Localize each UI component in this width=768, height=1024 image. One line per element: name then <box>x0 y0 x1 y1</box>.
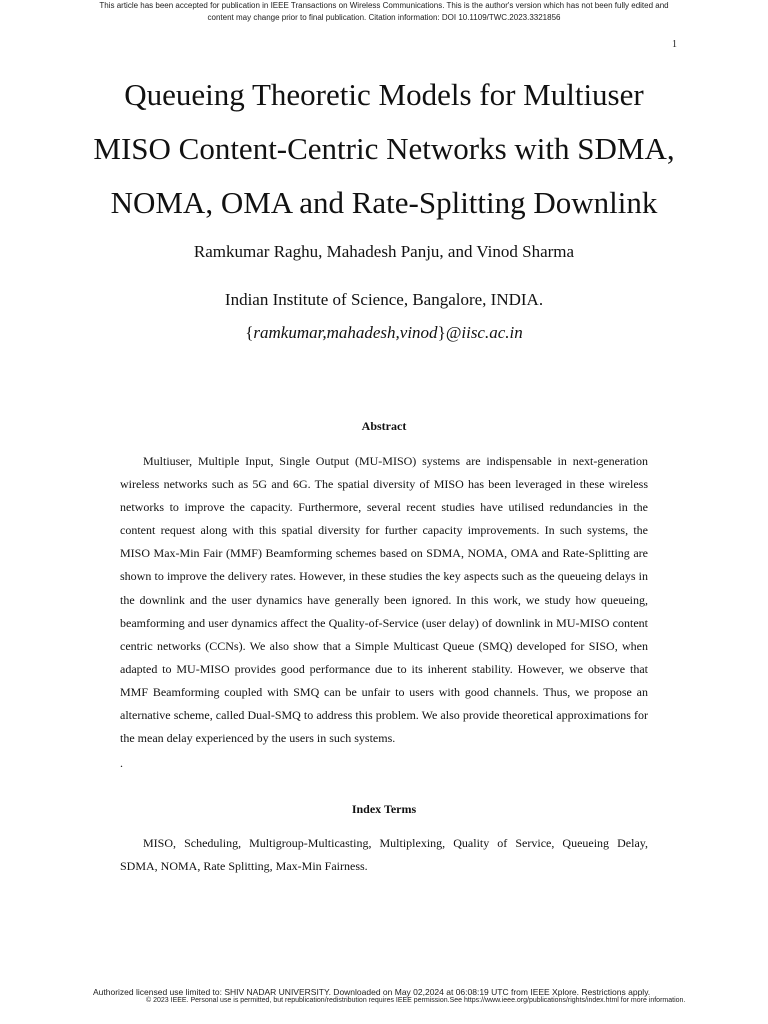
email-usernames: ramkumar,mahadesh,vinod <box>253 323 438 342</box>
author-affiliation: Indian Institute of Science, Bangalore, INDIA. <box>224 290 544 309</box>
publication-notice-line-1: This article has been accepted for publication in IEEE Transactions on Wireless Communications. This is the author's version which has not been fully edited and <box>99 1 669 10</box>
abstract-text: Multiuser, Multiple Input, Single Output (MU-MISO) systems are indispensable in next-generation wireless networks such as 5G and 6G. The spatial diversity of MISO has been leveraged in these wireless networks to improve the capacity. Furthermore, several recent studies have utilised redundancies in the content request along with this spatial diversity for further capacity improvements. In such systems, the MISO Max-Min Fair (MMF) Beamforming schemes based on SDMA, NOMA, OMA and Rate-Splitting are shown to improve the delivery rates. However, in these studies the key aspects such as the queueing delays in the downlink and the user dynamics have generally been ignored. In this work, we study how queueing, beamforming and user dynamics affect the Quality-of-Service (user delay) of downlink in MU-MISO content centric networks (CCNs). We also show that a Simple Multicast Queue (SMQ) developed for SISO, when adapted to MU-MISO provides good performance due to its inherent stability. However, we observe that MMF Beamforming coupled with SMQ can be unfair to users with good channels. Thus, we propose an alternative scheme, called Dual-SMQ to address this problem. We also provide theoretical approximations for the mean delay experienced by the users in such systems. <box>120 454 648 746</box>
author-list: Ramkumar Raghu, Mahadesh Panju, and Vinod Sharma <box>193 242 575 261</box>
publication-notice <box>0 0 768 24</box>
email-domain: @iisc.ac.in <box>445 323 523 342</box>
author-emails <box>0 321 768 345</box>
index-terms-text: MISO, Scheduling, Multigroup-Multicasting, Multiplexing, Quality of Service, Queueing Delay, SDMA, NOMA, Rate Splitting, Max-Min Fairness. <box>120 836 648 874</box>
email-open-brace: { <box>245 323 254 342</box>
copyright-footer: © 2023 IEEE. Personal use is permitted, but republication/redistribution requires IEEE permission.See https://www.ieee.org/publications/rights/index.html for more information. <box>146 997 686 1004</box>
license-footer: Authorized licensed use limited to: SHIV NADAR UNIVERSITY. Downloaded on May 02,2024 at 06:08:19 UTC from IEEE Xplore. Restrictions apply. <box>93 987 651 997</box>
publication-notice-line-2: content may change prior to final publication. Citation information: DOI 10.1109/TWC.2023.3321856 <box>207 13 561 22</box>
paper-title <box>0 68 768 230</box>
paper-title-line-1: Queueing Theoretic Models for Multiuser <box>124 77 644 112</box>
abstract-heading: Abstract <box>361 419 407 433</box>
page-number: 1 <box>672 39 677 50</box>
paper-title-line-2: MISO Content-Centric Networks with SDMA, <box>93 131 675 166</box>
paper-title-line-3: NOMA, OMA and Rate-Splitting Downlink <box>110 185 658 220</box>
abstract-trailing-dot: . <box>120 756 123 770</box>
index-terms-heading: Index Terms <box>351 802 417 816</box>
email-close-brace: } <box>437 323 446 342</box>
